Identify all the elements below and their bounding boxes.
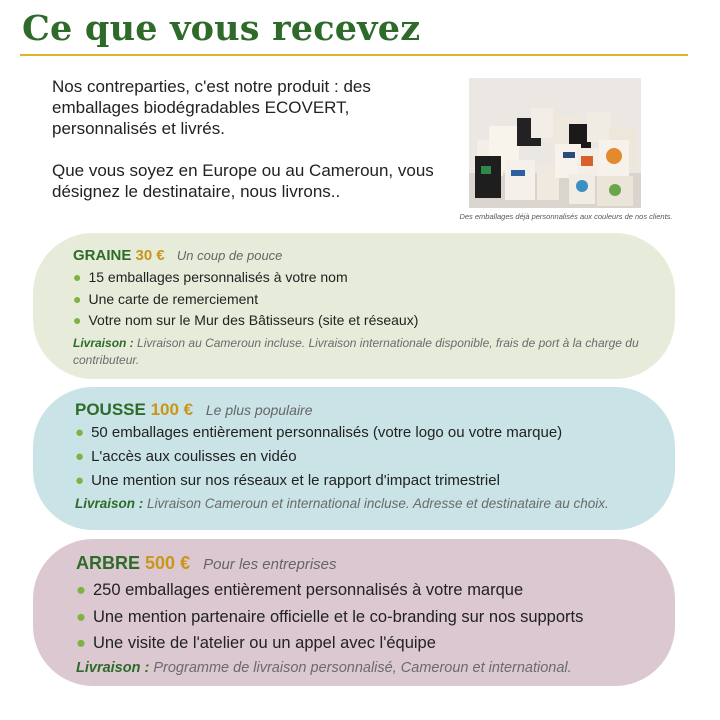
- tier-delivery-note: [73, 335, 653, 369]
- tier-price: 100 €: [150, 400, 194, 419]
- tier-name: ARBRE: [76, 553, 141, 573]
- delivery-text: Livraison Cameroun et international incluse. Adresse et destinataire au choix.: [147, 496, 609, 511]
- bullet-icon: ●: [75, 448, 85, 465]
- delivery-label: Livraison :: [76, 659, 150, 676]
- list-item-text: L'accès aux coulisses en vidéo: [91, 448, 297, 465]
- bullet-icon: ●: [75, 472, 85, 489]
- tier-tagline: Pour les entreprises: [203, 556, 337, 573]
- delivery-label: Livraison :: [75, 496, 144, 511]
- list-item-text: Une carte de remerciement: [88, 290, 259, 307]
- list-item-text: 50 emballages entièrement personnalisés (votre logo ou votre marque): [91, 424, 563, 441]
- list-item: [76, 604, 653, 631]
- page-title: Ce que vous recevez: [22, 8, 421, 49]
- intro-text: [52, 76, 452, 223]
- list-item: [75, 421, 653, 445]
- product-photo: [469, 78, 641, 208]
- bullet-icon: ●: [76, 581, 86, 599]
- list-item-text: 15 emballages personnalisés à votre nom: [88, 269, 348, 285]
- delivery-text: Livraison au Cameroun incluse. Livraison internationale disponible, frais de port à la charge du contributeur.: [73, 335, 639, 367]
- bullet-icon: ●: [73, 269, 82, 285]
- packaging-bags-illustration: [469, 78, 641, 208]
- list-item: [75, 469, 653, 493]
- intro-paragraph-delivery: Que vous soyez en Europe ou au Cameroun, vous désignez le destinataire, nous livrons..: [52, 161, 434, 201]
- list-item-text: Une visite de l'atelier ou un appel avec l'équipe: [92, 634, 436, 652]
- tier-heading: [76, 551, 653, 577]
- list-item: [76, 630, 653, 657]
- bullet-icon: ●: [73, 290, 82, 307]
- photo-caption: Des emballages déjà personnalisés aux couleurs de nos clients.: [459, 212, 673, 221]
- list-item-text: 250 emballages entièrement personnalisés à votre marque: [92, 581, 524, 599]
- list-item-text: Une mention sur nos réseaux et le rapport d'impact trimestriel: [91, 472, 500, 489]
- bullet-icon: ●: [76, 634, 86, 652]
- delivery-text: Programme de livraison personnalisé, Cameroun et international.: [153, 659, 572, 676]
- tier-benefits-list: [76, 577, 653, 657]
- bullet-icon: ●: [75, 424, 85, 441]
- tier-price: 500 €: [145, 553, 191, 573]
- tier-card-pousse: [33, 387, 675, 530]
- tier-name: GRAINE: [73, 247, 132, 264]
- tier-tagline: Un coup de pouce: [176, 248, 283, 263]
- tier-tagline: Le plus populaire: [205, 402, 313, 418]
- tier-heading: [73, 245, 653, 267]
- list-item: [73, 267, 653, 289]
- intro-paragraph-products: Nos contreparties, c'est notre produit : des emballages biodégradables ECOVERT, personnalisés et livrés.: [52, 77, 371, 138]
- tier-heading: [75, 399, 653, 421]
- tier-delivery-note: [76, 657, 653, 680]
- bullet-icon: ●: [73, 312, 82, 328]
- bullet-icon: ●: [76, 607, 86, 626]
- tier-benefits-list: [75, 421, 653, 493]
- list-item: [73, 289, 653, 311]
- tier-benefits-list: [73, 267, 653, 332]
- tier-price: 30 €: [135, 247, 165, 264]
- list-item: [75, 445, 653, 469]
- title-underline: [20, 54, 688, 56]
- list-item-text: Votre nom sur le Mur des Bâtisseurs (site et réseaux): [88, 312, 419, 328]
- tier-name: POUSSE: [75, 400, 146, 419]
- tier-card-arbre: [33, 539, 675, 686]
- tier-card-graine: [33, 233, 675, 379]
- list-item-text: Une mention partenaire officielle et le co-branding sur nos supports: [92, 607, 584, 626]
- list-item: [76, 577, 653, 604]
- delivery-label: Livraison :: [73, 335, 134, 350]
- list-item: [73, 310, 653, 332]
- tier-delivery-note: [75, 493, 653, 515]
